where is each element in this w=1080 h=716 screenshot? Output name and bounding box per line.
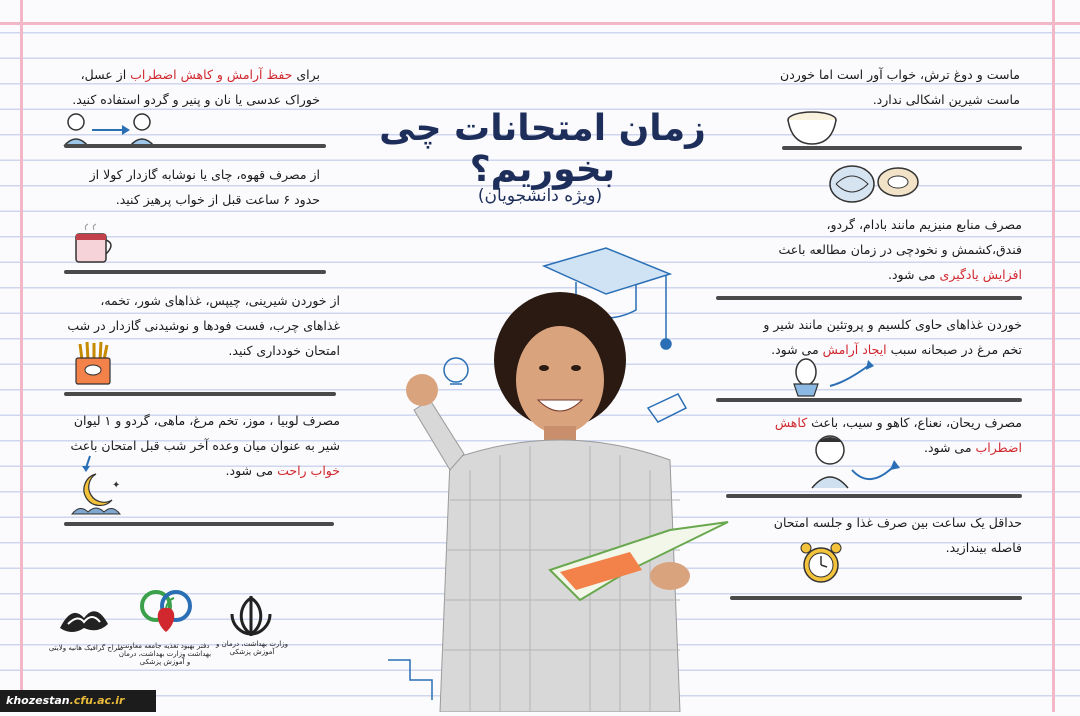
office-caption: دفتر بهبود تغذیه جامعه معاونت بهداشت وزارت بهداشت، درمان و آموزش پزشکی xyxy=(118,642,212,666)
student-illustration xyxy=(380,240,740,716)
right-tip-3 xyxy=(740,312,1022,362)
person-calm-icon xyxy=(808,430,908,494)
tip-text: مصرف منابع منیزیم مانند بادام، گردو، فندق،کشمش و نخودچی در زمان مطالعه باعث xyxy=(778,217,1022,257)
tip-highlight: ایجاد آرامش xyxy=(822,342,887,357)
tip-text: می شود. xyxy=(225,463,278,478)
left-separator xyxy=(64,522,334,526)
tip-text: مصرف لوبیا ، موز، تخم مرغ، ماهی، گردو و ۱ لیوان شیر به عنوان میان وعده آخر شب قبل امتحان باعث xyxy=(70,413,340,453)
tip-text: ماست و دوغ ترش، خواب آور است اما خوردن ماست شیرین اشکالی ندارد. xyxy=(780,67,1020,107)
tea-cup-icon xyxy=(72,222,118,272)
tip-highlight: خواب راحت xyxy=(277,463,340,478)
left-tip-2 xyxy=(60,162,320,212)
footer-prefix: khozestan xyxy=(6,694,70,707)
tip-highlight: حفظ آرامش و کاهش اضطراب xyxy=(130,67,293,82)
left-separator xyxy=(64,270,326,274)
tip-text: می شود. xyxy=(771,342,823,357)
right-tip-1 xyxy=(760,62,1020,112)
ministry-caption: وزارت بهداشت، درمان و آموزش پزشکی xyxy=(215,640,289,656)
svg-text:✦: ✦ xyxy=(112,480,121,491)
apple-logo xyxy=(138,588,194,642)
designer-logo xyxy=(54,598,114,642)
notebook-margin-left xyxy=(20,0,23,712)
tip-text: مصرف ریحان، نعناع، کاهو و سیب، باعث xyxy=(807,415,1022,430)
egg-icon xyxy=(790,354,880,402)
page-subtitle: (ویژه دانشجویان) xyxy=(477,186,603,206)
tip-highlight: افزایش یادگیری xyxy=(939,267,1022,282)
tip-text: از عسل، خوراک عدسی یا نان و پنیر و گردو استفاده کنید. xyxy=(72,67,320,107)
site-footer-tag[interactable] xyxy=(0,690,156,712)
tip-text: از مصرف قهوه، چای یا نوشابه گازدار کولا از حدود ۶ ساعت قبل از خواب پرهیز کنید. xyxy=(89,167,320,207)
moon-sleep-icon xyxy=(66,452,126,526)
left-separator xyxy=(64,392,336,396)
notebook-margin-right xyxy=(1052,0,1055,712)
right-separator xyxy=(730,596,1022,600)
right-separator xyxy=(716,398,1022,402)
tip-text: برای xyxy=(292,67,320,82)
footer-domain: .cfu.ac.ir xyxy=(69,694,125,707)
notebook-top-line xyxy=(0,22,1080,25)
tip-text: حداقل یک ساعت بین صرف غذا و جلسه امتحان فاصله بیندازید. xyxy=(773,515,1022,555)
tip-text: از خوردن شیرینی، چیپس، غذاهای شور، تخمه، غذاهای چرب، فست فودها و نوشیدنی گازدار در شب امتحان خودداری کنید. xyxy=(67,293,340,358)
designer-caption: طراح گرافیک هانیه ولایتی xyxy=(48,644,124,652)
page-title: زمان امتحانات چی بخوریم؟ xyxy=(379,108,706,190)
left-separator xyxy=(64,144,326,148)
right-separator xyxy=(726,494,1022,498)
tip-text: می شود. xyxy=(887,267,940,282)
right-separator xyxy=(716,296,1022,300)
alarm-clock-icon xyxy=(798,540,844,590)
french-fries-icon xyxy=(70,340,116,390)
tip-text: خوردن غذاهای حاوی کلسیم و پروتئین مانند شیر و تخم مرغ در صبحانه سبب xyxy=(763,317,1022,357)
nuts-icon xyxy=(826,160,922,210)
tip-highlight: کاهش اضطراب xyxy=(774,415,1022,455)
right-separator xyxy=(782,146,1022,150)
tip-text: می شود. xyxy=(923,440,976,455)
right-tip-2 xyxy=(760,212,1022,287)
iran-emblem-logo xyxy=(226,594,276,642)
left-tip-1 xyxy=(60,62,320,112)
